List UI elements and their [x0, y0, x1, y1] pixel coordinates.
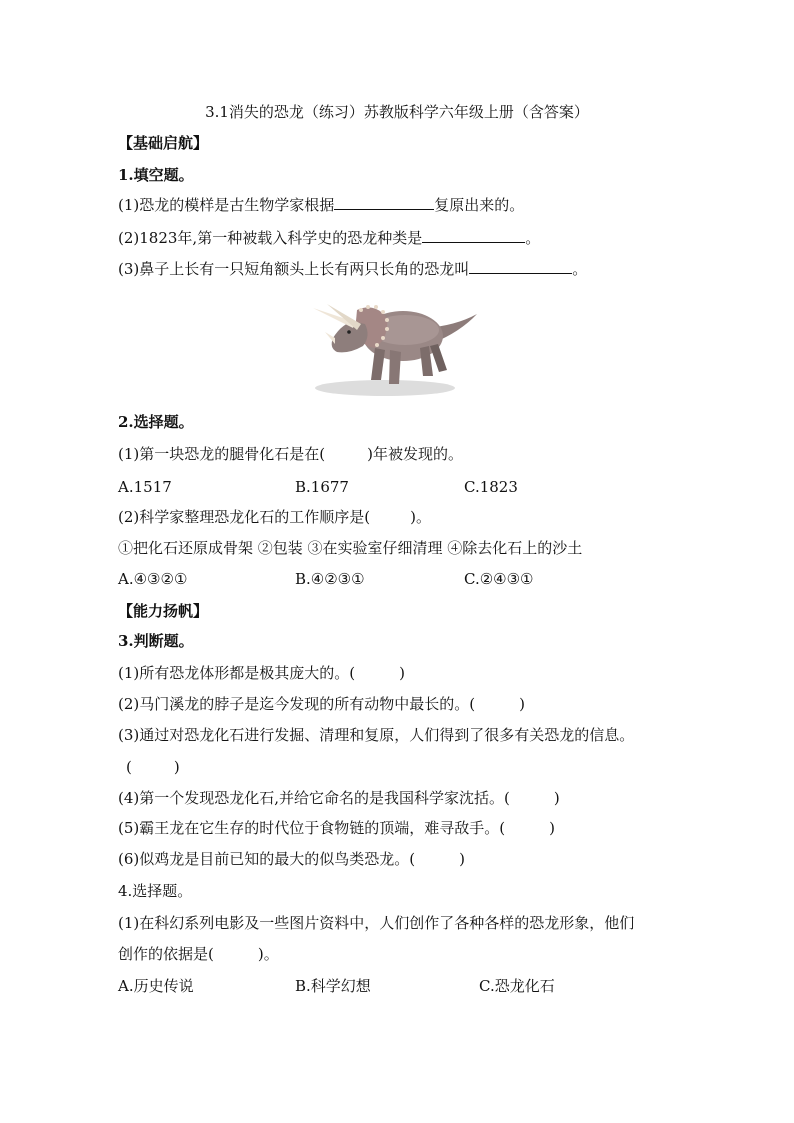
- q3-item-4: (4)第一个发现恐龙化石,并给它命名的是我国科学家沈括。( ): [118, 789, 560, 807]
- q2-sub2-question: (2)科学家整理恐龙化石的工作顺序是( )。: [118, 508, 431, 526]
- q3-item-3: (3)通过对恐龙化石进行发掘、清理和复原，人们得到了很多有关恐龙的信息。: [118, 726, 635, 744]
- q3-item-5: (5)霸王龙在它生存的时代位于食物链的顶端，难寻敌手。( ): [118, 819, 555, 837]
- answer-blank[interactable]: [334, 195, 434, 210]
- q4-option-b[interactable]: B.科学幻想: [295, 977, 371, 995]
- section-heading-basic: 【基础启航】: [118, 134, 209, 152]
- q4-line-2: 创作的依据是( )。: [118, 945, 279, 963]
- q2-sub2-option-c[interactable]: C.②④③①: [464, 570, 534, 588]
- q4-option-a[interactable]: A.历史传说: [118, 977, 194, 995]
- q3-item-1: (1)所有恐龙体形都是极其庞大的。( ): [118, 664, 405, 682]
- q3-item-6: (6)似鸡龙是目前已知的最大的似鸟类恐龙。( ): [118, 850, 465, 868]
- q2-sub2-option-a[interactable]: A.④③②①: [118, 570, 188, 588]
- section-heading-ability: 【能力扬帆】: [118, 602, 209, 620]
- q3-heading: 3.判断题。: [118, 632, 194, 650]
- q3-item-2: (2)马门溪龙的脖子是迄今发现的所有动物中最长的。( ): [118, 695, 525, 713]
- q3-item-3-bracket: ( ): [126, 758, 180, 776]
- q2-sub1-option-c[interactable]: C.1823: [464, 478, 518, 496]
- q2-sub2-steps: ①把化石还原成骨架 ②包装 ③在实验室仔细清理 ④除去化石上的沙土: [118, 539, 583, 557]
- triceratops-image: [305, 288, 480, 400]
- q4-line-1: (1)在科幻系列电影及一些图片资料中，人们创作了各种各样的恐龙形象，他们: [118, 914, 635, 932]
- q1-item-3: (3)鼻子上长有一只短角额头上长有两只长角的恐龙叫 。: [118, 260, 588, 278]
- q1-item-2: (2)1823年,第一种被载入科学史的恐龙种类是 。: [118, 229, 541, 247]
- page-title: 3.1消失的恐龙（练习）苏教版科学六年级上册（含答案）: [205, 103, 589, 121]
- q1-heading: 1.填空题。: [118, 166, 194, 184]
- q2-sub1-question: (1)第一块恐龙的腿骨化石是在( )年被发现的。: [118, 445, 463, 463]
- answer-blank[interactable]: [469, 259, 572, 274]
- answer-blank[interactable]: [422, 228, 525, 243]
- q2-heading: 2.选择题。: [118, 413, 194, 431]
- q2-sub1-option-b[interactable]: B.1677: [295, 478, 349, 496]
- q4-option-c[interactable]: C.恐龙化石: [479, 977, 555, 995]
- q1-item-1: (1)恐龙的模样是古生物学家根据 复原出来的。: [118, 196, 525, 214]
- q2-sub1-option-a[interactable]: A.1517: [118, 478, 172, 496]
- q2-sub2-option-b[interactable]: B.④②③①: [295, 570, 365, 588]
- q4-heading: 4.选择题。: [118, 882, 193, 900]
